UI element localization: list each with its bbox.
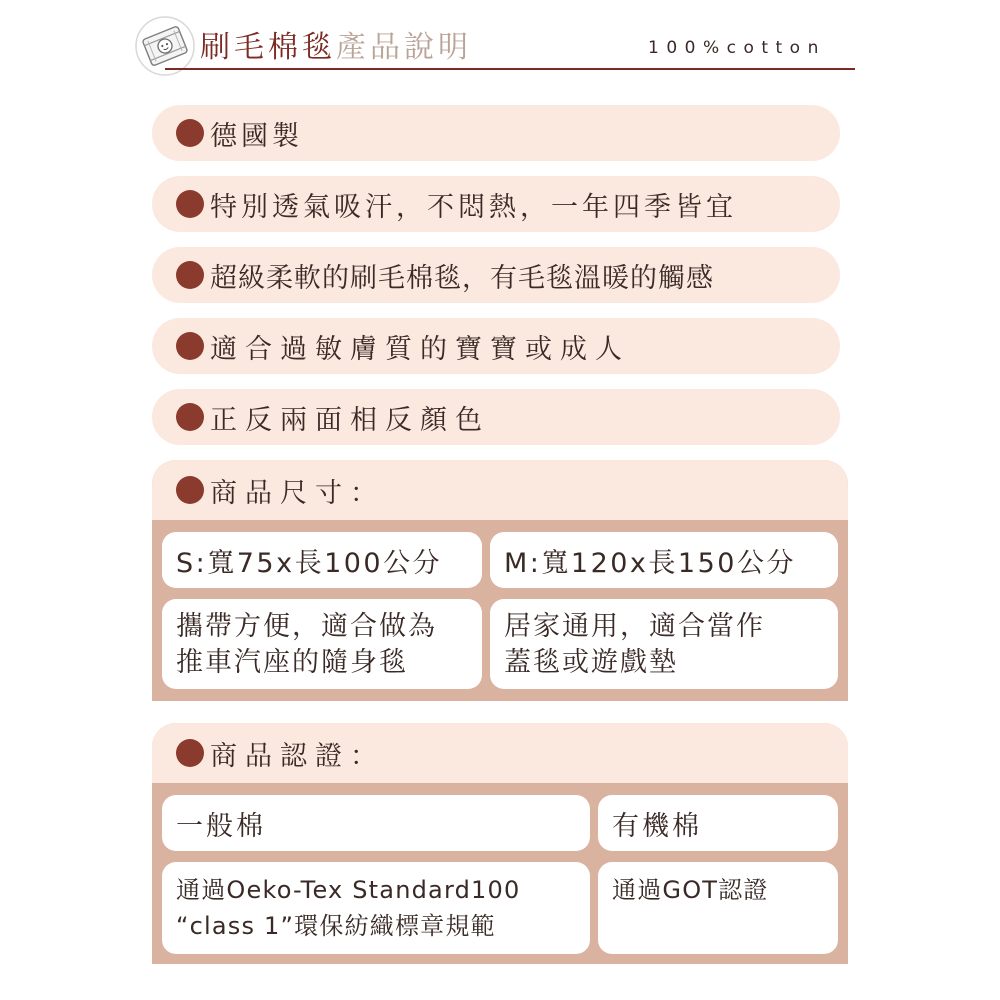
feature-text: 特別透氣吸汗，不悶熱，一年四季皆宜 — [210, 191, 737, 223]
certification-heading-text: 商品認證： — [210, 740, 385, 772]
bullet-dot-icon — [176, 261, 204, 289]
feature-item — [152, 105, 840, 161]
certification-heading — [152, 723, 848, 783]
cert-organic-desc — [598, 862, 838, 954]
cert-general-desc-line: 通過Oeko-Tex Standard100 — [176, 876, 521, 904]
certification-section — [152, 723, 848, 964]
bullet-dot-icon — [176, 119, 204, 147]
feature-item — [152, 389, 840, 445]
bullet-dot-icon — [176, 739, 204, 767]
bullet-dot-icon — [176, 332, 204, 360]
feature-text: 超級柔軟的刷毛棉毯，有毛毯溫暖的觸感 — [210, 262, 714, 294]
title-main: 刷毛棉毯 — [200, 30, 336, 65]
size-small-desc — [162, 599, 482, 689]
cert-organic-label: 有機棉 — [598, 795, 838, 851]
size-medium-desc-line: 蓋毯或遊戲墊 — [504, 647, 678, 678]
feature-item — [152, 247, 840, 303]
feature-text: 適合過敏膚質的寶寶或成人 — [210, 333, 630, 365]
page-title — [200, 26, 472, 70]
cert-general-label: 一般棉 — [162, 795, 590, 851]
size-small-desc-line: 攜帶方便，適合做為 — [176, 611, 437, 642]
size-medium-label: M:寬120x長150公分 — [490, 532, 838, 588]
size-small-desc-line: 推車汽座的隨身毯 — [176, 647, 408, 678]
bullet-dot-icon — [176, 476, 204, 504]
size-section — [152, 460, 848, 701]
cert-general-desc — [162, 862, 590, 954]
material-tagline: 100%cotton — [648, 38, 826, 58]
title-sub: 產品說明 — [336, 30, 472, 65]
size-heading-text: 商品尺寸： — [210, 477, 385, 509]
feature-text: 德國製 — [210, 120, 303, 152]
bullet-dot-icon — [176, 403, 204, 431]
bullet-dot-icon — [176, 190, 204, 218]
cert-general-desc-line: “class 1”環保紡織標章規範 — [176, 912, 496, 940]
feature-text: 正反兩面相反顏色 — [210, 404, 490, 436]
header-divider — [165, 68, 855, 70]
size-heading — [152, 460, 848, 520]
size-medium-desc-line: 居家通用，適合當作 — [504, 611, 765, 642]
size-medium-desc — [490, 599, 838, 689]
cert-organic-desc-line: 通過GOT認證 — [612, 876, 769, 904]
feature-item — [152, 176, 840, 232]
size-small-label: S:寬75x長100公分 — [162, 532, 482, 588]
feature-item — [152, 318, 840, 374]
